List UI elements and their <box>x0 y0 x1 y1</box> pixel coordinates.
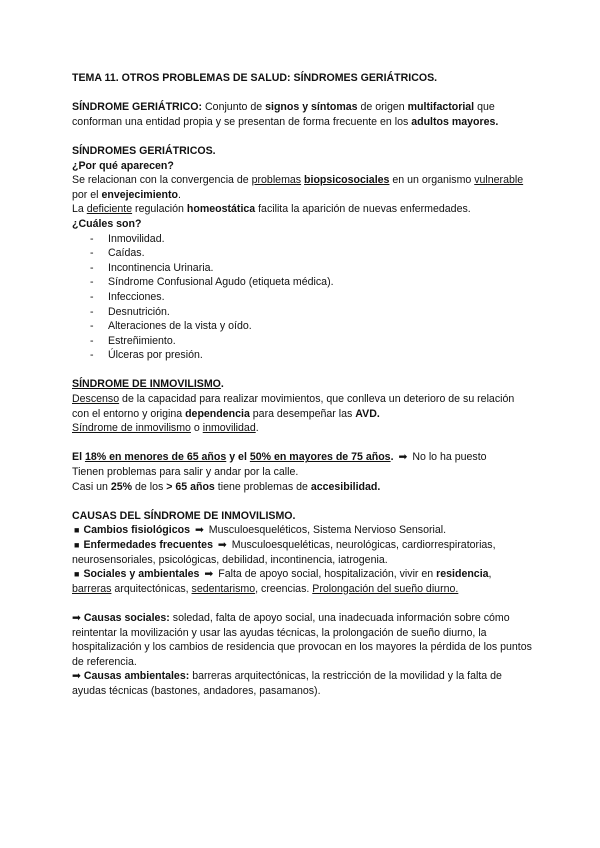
page-title: TEMA 11. OTROS PROBLEMAS DE SALUD: SÍNDROMES GERIÁTRICOS. <box>72 72 438 84</box>
arrow-right-icon: ➡ <box>194 524 204 537</box>
arrow-right-icon: ➡ <box>398 451 408 464</box>
list-item: - Desnutrición. <box>90 305 532 320</box>
list-item: - Caídas. <box>90 246 532 261</box>
syndrome-list <box>72 232 532 363</box>
detail-causas-ambientales: ➡ Causas ambientales: barreras arquitectónicas, la restricción de la movilidad y la falta de ayudas técnicas (bastones, andadores, pasamanos). <box>72 670 502 697</box>
arrow-right-icon: ➡ <box>217 539 227 551</box>
question-which: ¿Cuáles son? <box>72 217 142 230</box>
spacer <box>72 494 532 509</box>
list-item: - Síndrome Confusional Agudo (etiqueta médica). <box>90 275 532 290</box>
spacer <box>72 86 532 101</box>
section-heading-sindromes: SÍNDROMES GERIÁTRICOS. <box>72 144 216 157</box>
spacer <box>72 129 532 144</box>
list-item: - Alteraciones de la vista y oído. <box>90 319 532 334</box>
why-paragraph: Se relacionan con la convergencia de problemas biopsicosociales en un organismo vulnerable por el envejecimiento. <box>72 174 524 201</box>
definition-term: SÍNDROME GERIÁTRICO: <box>72 101 203 114</box>
definition-paragraph: SÍNDROME GERIÁTRICO: Conjunto de signos y síntomas de origen multifactorial que conforman una entidad propia y se presentan de forma frecuente en los adultos mayores. <box>72 101 499 128</box>
detail-causas-sociales: ➡ Causas sociales: soledad, falta de apoyo social, una inadecuada información sobre cómo reintentar la movilización y usar las ayudas técnicas, la prolongación de sueño diurno, la hospitalización y los cambios de residencia que provocan en los mayores la pérdida de los puntos de referencia. <box>72 611 532 668</box>
stats-line-1: El 18% en menores de 65 años y el 50% en mayores de 75 años. ➡ No lo ha puesto <box>72 451 487 464</box>
stats-line-2: Tienen problemas para salir y andar por la calle. <box>72 466 299 479</box>
regulation-paragraph: La deficiente regulación homeostática facilita la aparición de nuevas enfermedades. <box>72 203 471 216</box>
arrow-right-icon: ➡ <box>204 568 214 581</box>
arrow-right-icon: ➡ <box>72 611 81 624</box>
spacer <box>72 363 532 378</box>
list-item: - Incontinencia Urinaria. <box>90 261 532 276</box>
square-bullet-icon: ■ <box>74 525 80 536</box>
inmovilismo-definition: Descenso de la capacidad para realizar movimientos, que conlleva un deterioro de su relación con el entorno y origina dependencia para desempeñar las AVD. <box>72 393 515 420</box>
list-item: - Úlceras por presión. <box>90 348 532 363</box>
cause-enfermedades: ■ Enfermedades frecuentes ➡ Musculoesqueléticas, neurológicas, cardiorrespiratorias, neurosensoriales, psicológicas, debilidad, incontinencia, iatrogenia. <box>72 539 496 566</box>
section-heading-causas: CAUSAS DEL SÍNDROME DE INMOVILISMO. <box>72 509 296 522</box>
spacer <box>72 436 532 451</box>
question-why: ¿Por qué aparecen? <box>72 159 174 172</box>
document-body <box>72 71 532 699</box>
spacer <box>72 596 532 611</box>
inmovilismo-synonyms: Síndrome de inmovilismo o inmovilidad. <box>72 422 259 435</box>
square-bullet-icon: ■ <box>74 540 80 550</box>
stats-line-3: Casi un 25% de los > 65 años tiene problemas de accesibilidad. <box>72 480 381 493</box>
cause-sociales: ■ Sociales y ambientales ➡ Falta de apoyo social, hospitalización, vivir en residencia, barreras arquitectónicas, sedentarismo, creencias. Prolongación del sueño diurno. <box>72 568 492 595</box>
arrow-right-icon: ➡ <box>72 670 81 683</box>
section-heading-inmovilismo: SÍNDROME DE INMOVILISMO. <box>72 378 224 391</box>
list-item: - Estreñimiento. <box>90 334 532 349</box>
list-item: - Inmovilidad. <box>90 232 532 247</box>
cause-fisiologicos: ■ Cambios fisiológicos ➡ Musculoesqueléticos, Sistema Nervioso Sensorial. <box>74 524 447 537</box>
square-bullet-icon: ■ <box>74 569 80 580</box>
list-item: - Infecciones. <box>90 290 532 305</box>
